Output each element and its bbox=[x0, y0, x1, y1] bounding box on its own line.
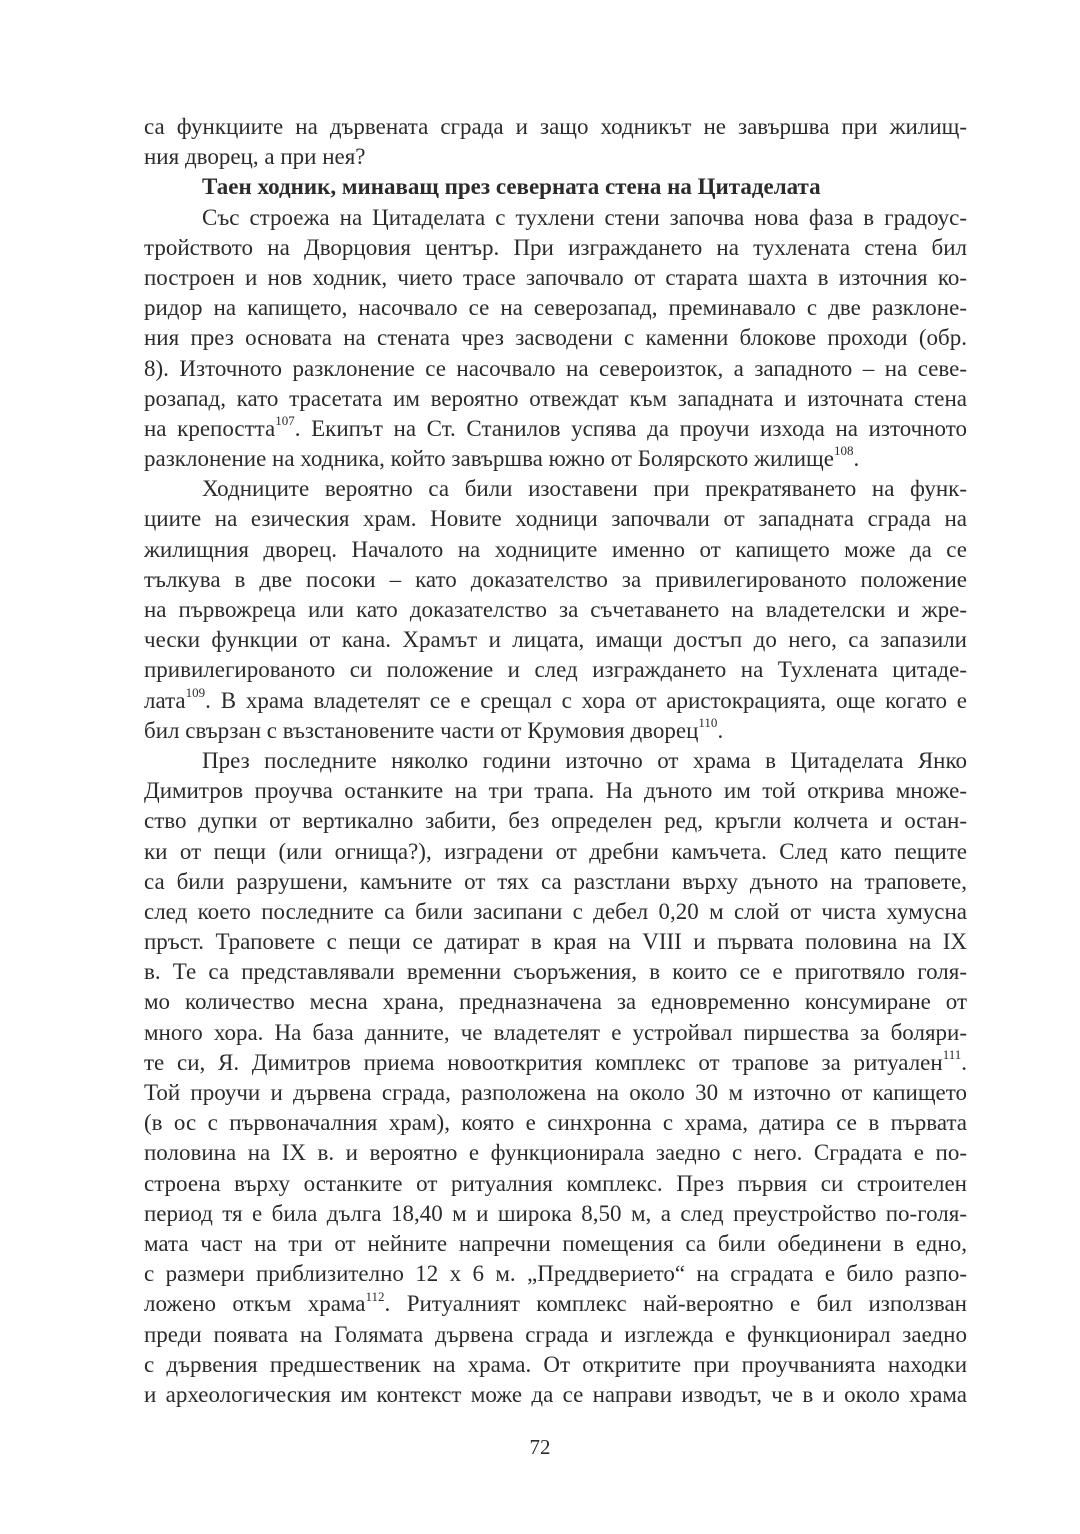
text-line: жилищния дворец. Началото на ходниците именно от капището може да се bbox=[144, 536, 967, 562]
text-line: строена върху останките от ритуалния комплекс. През първия си строителен bbox=[144, 1170, 967, 1196]
text-line: тълкува в две посоки – като доказателство за привилегированото положение bbox=[144, 566, 967, 592]
text-line: пръст. Траповете с пещи се датират в края на VIII и първата половина на IX bbox=[144, 929, 967, 955]
text-line: в. Те са представлявали временни съоръжения, в които се е приготвяло голя- bbox=[144, 959, 967, 985]
text-line: Димитров проучва останките на три трапа. На дъното им той открива множе- bbox=[144, 778, 967, 804]
text-line: ния дворец, а при нея? bbox=[144, 144, 366, 170]
text-line: разклонение на ходника, който завършва южно от Болярското жилище$^{108}$. bbox=[144, 444, 860, 472]
text-line: мо количество месна храна, предназначена за едновременно консумиране от bbox=[144, 989, 967, 1015]
text-line: и археологическия им контекст може да се направи изводът, че в и около храма bbox=[144, 1381, 967, 1407]
text-line: Със строежа на Цитаделата с тухлени стени започва нова фаза в градоус- bbox=[202, 204, 967, 230]
text-line: Ходниците вероятно са били изоставени при прекратяването на функ- bbox=[202, 476, 967, 502]
text-line: (в ос с първоначалния храм), която е синхронна с храма, датира се в първата bbox=[144, 1110, 967, 1136]
text-line: 8). Източното разклонение се насочвало на североизток, а западното – на севе- bbox=[144, 355, 967, 381]
footnote-reference: 109 bbox=[185, 685, 206, 700]
footnote-reference: 107 bbox=[275, 413, 295, 429]
text-line: чески функции от кана. Храмът и лицата, имащи достъп до него, са запазили bbox=[144, 627, 967, 653]
text-line: привилегированото си положение и след изграждането на Тухлената цитаде- bbox=[144, 657, 967, 683]
text-line: са били разрушени, камъните от тях са разстлани върху дъното на траповете, bbox=[144, 868, 967, 894]
text-line: половина на IX в. и вероятно е функционирала заедно с него. Сградата е по- bbox=[144, 1140, 967, 1166]
footnote-reference: 110 bbox=[698, 715, 718, 731]
text-line: Той проучи и дървена сграда, разположена на около 30 м източно от капището bbox=[144, 1080, 967, 1105]
text-line: много хора. На база данните, че владетелят е устройвал пиршества за боляри- bbox=[144, 1019, 967, 1045]
text-line: построен и нов ходник, чието трасе започвало от старата шахта в източния ко- bbox=[144, 264, 967, 290]
section-heading: Таен ходник, минаващ през северната стена на Цитаделата bbox=[202, 174, 821, 200]
body-text bbox=[144, 112, 967, 1410]
text-line: бил свързан с възстановените части от Крумовия дворец$^{110}$. bbox=[144, 715, 724, 743]
text-line: ство дупки от вертикално забити, без определен ред, кръгли колчета и остан- bbox=[144, 808, 967, 834]
text-line: циите на езическия храм. Новите ходници започвали от западната сграда на bbox=[144, 506, 967, 532]
text-line: мата част на три от нейните напречни помещения са били обединени в едно, bbox=[144, 1230, 967, 1256]
text-line: с дървения предшественик на храма. От откритите при проучванията находки bbox=[144, 1351, 967, 1377]
text-line: те си, Я. Димитров приема новооткрития комплекс от трапове за ритуален$^{111}$. bbox=[144, 1047, 967, 1075]
text-line: розапад, като трасетата им вероятно отвеждат към западната и източната стена bbox=[144, 385, 967, 411]
text-line: след което последните са били засипани с дебел 0,20 м слой от чиста хумусна bbox=[144, 898, 967, 924]
text-line: са функциите на дървената сграда и защо ходникът не завършва при жилищ- bbox=[144, 114, 967, 139]
text-line: ридор на капището, насочвало се на северозапад, преминавало с две разклоне- bbox=[144, 295, 967, 321]
text-line: ния през основата на стената чрез засводени с каменни блокове проходи (обр. bbox=[144, 325, 967, 351]
text-line: ки от пещи (или огнища?), изградени от дребни камъчета. След като пещите bbox=[144, 838, 967, 864]
text-line: тройството на Дворцовия център. При изграждането на тухлената стена бил bbox=[144, 234, 967, 260]
text-line: период тя е била дълга 18,40 м и широка 8,50 м, а след преустройство по-голя- bbox=[144, 1200, 967, 1226]
text-line: ложено откъм храма$^{112}$. Ритуалният комплекс най-вероятно е бил използван bbox=[144, 1289, 967, 1317]
footnote-reference: 111 bbox=[942, 1047, 962, 1063]
footnote-reference: 108 bbox=[833, 444, 854, 459]
text-line: лата$^{109}$. В храма владетелят се е срещал с хора от аристокрацията, още когато е bbox=[144, 685, 967, 713]
footnote-reference: 112 bbox=[365, 1289, 385, 1304]
text-line: с размери приблизително 12 х 6 м. „Преддверието“ на сградата е било разпо- bbox=[144, 1261, 967, 1287]
text-line: преди появата на Голямата дървена сграда и изглежда е функционирал заедно bbox=[144, 1321, 967, 1347]
text-line: на крепостта$^{107}$. Екипът на Ст. Станилов успява да проучи изхода на източното bbox=[144, 413, 967, 441]
page-number: 72 bbox=[529, 1435, 551, 1459]
text-line: на първожреца или като доказателство за съчетаването на владетелски и жре- bbox=[144, 597, 967, 622]
text-line: През последните няколко години източно от храма в Цитаделата Янко bbox=[202, 747, 967, 773]
